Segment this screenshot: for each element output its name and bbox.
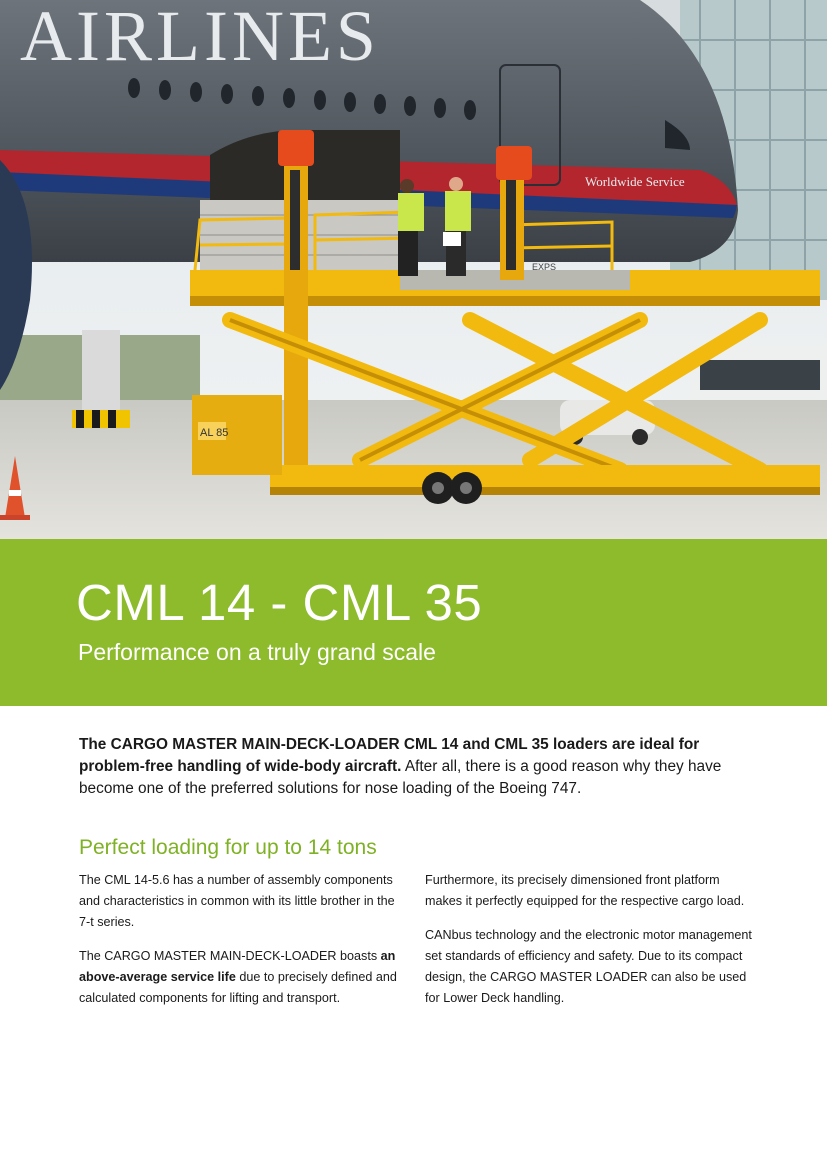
intro-paragraph [79, 734, 759, 800]
left-p2-lead: The CARGO MASTER MAIN-DECK-LOADER boasts [79, 949, 381, 963]
left-p2-tail: due to precisely defined and calculated components for lifting and transport. [79, 970, 397, 1005]
fuselage-lettering: AIRLINES [20, 0, 380, 76]
intro-text: After all, there is a good reason why they have become one of the preferred solutions for nose loading of the Boeing 747. [79, 758, 722, 797]
right-column [425, 870, 755, 1022]
hero-photo [0, 0, 827, 539]
loader-tag: AL 85 [200, 427, 229, 439]
left-paragraph-2 [79, 946, 409, 1009]
title-banner [0, 539, 827, 706]
intro-bold-text: The CARGO MASTER MAIN-DECK-LOADER CML 14 and CML 35 loaders are ideal for problem-free handling of wide-body aircraft. [79, 736, 700, 775]
left-paragraph-1: The CML 14-5.6 has a number of assembly components and characteristics in common with its little brother in the 7-t series. [79, 873, 395, 929]
right-paragraph-1: Furthermore, its precisely dimensioned front platform makes it perfectly equipped for the respective cargo load. [425, 873, 745, 908]
right-paragraph-2: CANbus technology and the electronic motor management set standards of efficiency and safety. Due to its compact design, the CARGO MASTER LOADER can also be used for Lower Deck handling. [425, 928, 752, 1005]
page-subtitle: Performance on a truly grand scale [78, 639, 436, 665]
section-heading: Perfect loading for up to 14 tons [79, 836, 377, 859]
left-p2-bold: an above-average service life [79, 949, 396, 984]
platform-label: EXPS [532, 262, 557, 272]
page-title: CML 14 - CML 35 [76, 574, 483, 631]
fuselage-slogan: Worldwide Service [585, 174, 685, 189]
left-column [79, 870, 409, 1022]
